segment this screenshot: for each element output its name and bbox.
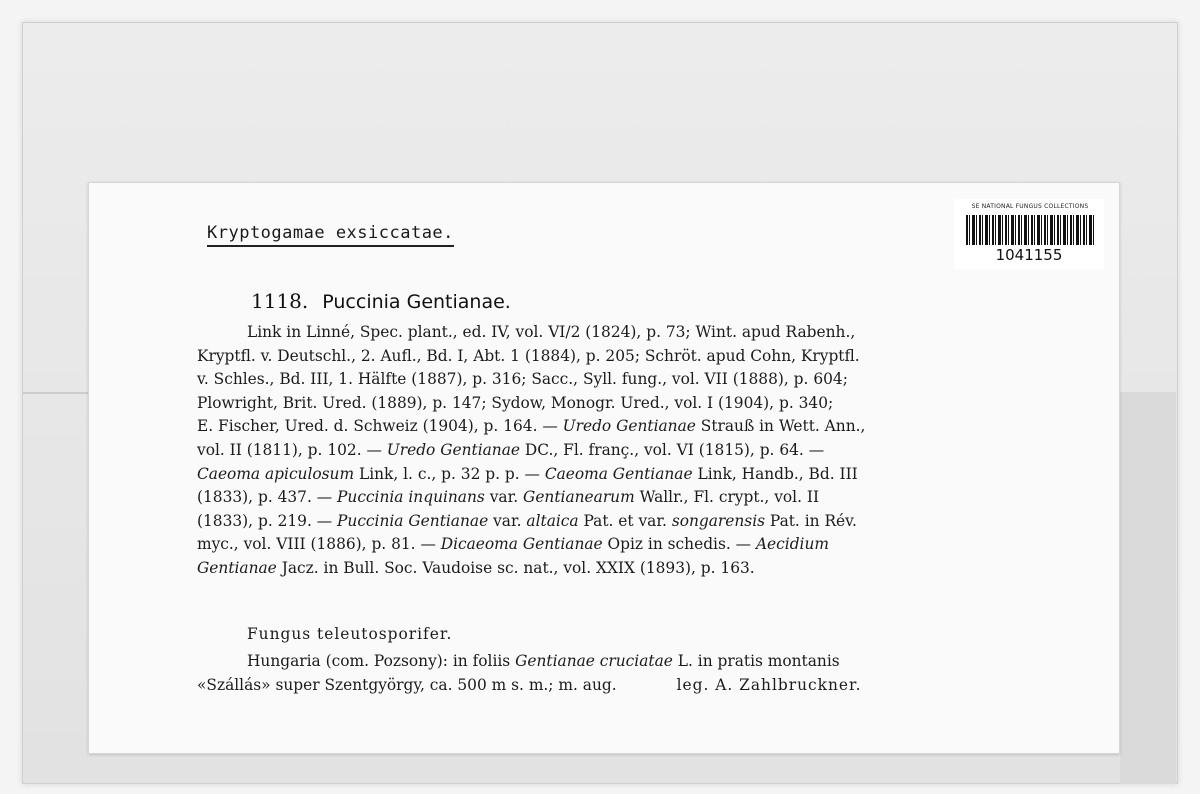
sheet-flap <box>1120 392 1176 784</box>
italic-taxon: Uredo Gentianae <box>386 440 521 459</box>
locality-line <box>197 650 1127 674</box>
text-segment: Strauß in Wett. Ann., <box>695 417 866 436</box>
text-segment: E. Fischer, Ured. d. Schweiz (1904), p. 164. — <box>197 417 563 436</box>
text-segment: Link, l. c., p. 32 p. p. — <box>354 464 545 483</box>
italic-taxon: Gentianae <box>197 558 277 577</box>
text-segment: (1833), p. 437. — <box>197 488 338 507</box>
text-segment: v. Schles., Bd. III, 1. Hälfte (1887), p. 316; Sacc., Syll. fung., vol. VII (1888), p. 604; <box>197 370 848 389</box>
text-segment: (1833), p. 219. — <box>197 511 338 530</box>
citation-line <box>197 368 1127 392</box>
text-segment: «Szállás» super Szentgyörgy, ca. 500 m s. m.; m. aug. <box>197 675 617 694</box>
text-segment: Opiz in schedis. — <box>602 535 756 554</box>
citation-line <box>197 510 1127 534</box>
barcode-number: 1041155 <box>995 246 1063 264</box>
citation-line <box>197 557 1127 581</box>
citation-block <box>197 321 1127 581</box>
locality-block <box>197 650 1127 697</box>
text-segment: Plowright, Brit. Ured. (1889), p. 147; Sydow, Monogr. Ured., vol. I (1904), p. 340; <box>197 393 834 412</box>
text-segment: var. <box>484 488 524 507</box>
italic-taxon: Gentianearum <box>523 488 635 507</box>
barcode-icon <box>966 215 1094 245</box>
entry-heading <box>251 289 511 313</box>
collector: leg. A. Zahlbruckner. <box>676 675 862 694</box>
italic-taxon: Puccinia Gentianae <box>337 511 489 530</box>
entry-number: 1118. <box>251 289 309 313</box>
text-segment: vol. II (1811), p. 102. — <box>197 440 387 459</box>
text-segment: Link in Linné, Spec. plant., ed. IV, vol. VI/2 (1824), p. 73; Wint. apud Rabenh., <box>247 323 856 341</box>
text-segment: var. <box>488 511 527 530</box>
citation-line <box>197 486 1127 510</box>
text-segment: DC., Fl. franç., vol. VI (1815), p. 64. — <box>520 440 825 459</box>
fungus-type: Fungus teleutosporifer. <box>247 625 453 643</box>
citation-line <box>197 345 1127 369</box>
italic-taxon: songarensis <box>671 511 766 530</box>
italic-taxon: Caeoma apiculosum <box>197 464 355 483</box>
barcode-label <box>954 199 1104 269</box>
italic-taxon: Puccinia inquinans <box>337 488 485 507</box>
citation-line <box>197 415 1127 439</box>
text-segment: Link, Handb., Bd. III <box>692 464 858 483</box>
italic-taxon: Aecidium <box>755 535 829 554</box>
citation-line <box>197 392 1127 416</box>
specimen-label <box>88 182 1120 754</box>
series-title: Kryptogamae exsiccatae. <box>207 223 454 247</box>
italic-taxon: Dicaeoma Gentianae <box>440 535 603 554</box>
text-segment: myc., vol. VIII (1886), p. 81. — <box>197 535 441 554</box>
italic-taxon: Caeoma Gentianae <box>544 464 693 483</box>
citation-line <box>197 439 1127 463</box>
text-segment: Pat. in Rév. <box>765 511 857 530</box>
citation-line <box>197 533 1127 557</box>
species-name: Puccinia Gentianae. <box>322 291 511 313</box>
barcode-institution: SE NATIONAL FUNGUS COLLECTIONS <box>971 203 1089 210</box>
citation-line <box>197 321 1127 345</box>
text-segment: L. in pratis montanis <box>672 652 840 670</box>
locality-line <box>197 674 1127 698</box>
italic-taxon: Gentianae cruciatae <box>515 652 673 670</box>
text-segment: Wallr., Fl. crypt., vol. II <box>634 488 820 507</box>
text-segment: Kryptfl. v. Deutschl., 2. Aufl., Bd. I, Abt. 1 (1884), p. 205; Schröt. apud Cohn, Kryptfl. <box>197 346 860 365</box>
citation-line <box>197 463 1127 487</box>
italic-taxon: altaica <box>526 511 579 530</box>
text-segment: Hungaria (com. Pozsony): in foliis <box>247 652 516 670</box>
text-segment: Jacz. in Bull. Soc. Vaudoise sc. nat., vol. XXIX (1893), p. 163. <box>276 558 755 577</box>
text-segment: Pat. et var. <box>578 511 672 530</box>
italic-taxon: Uredo Gentianae <box>562 417 696 436</box>
